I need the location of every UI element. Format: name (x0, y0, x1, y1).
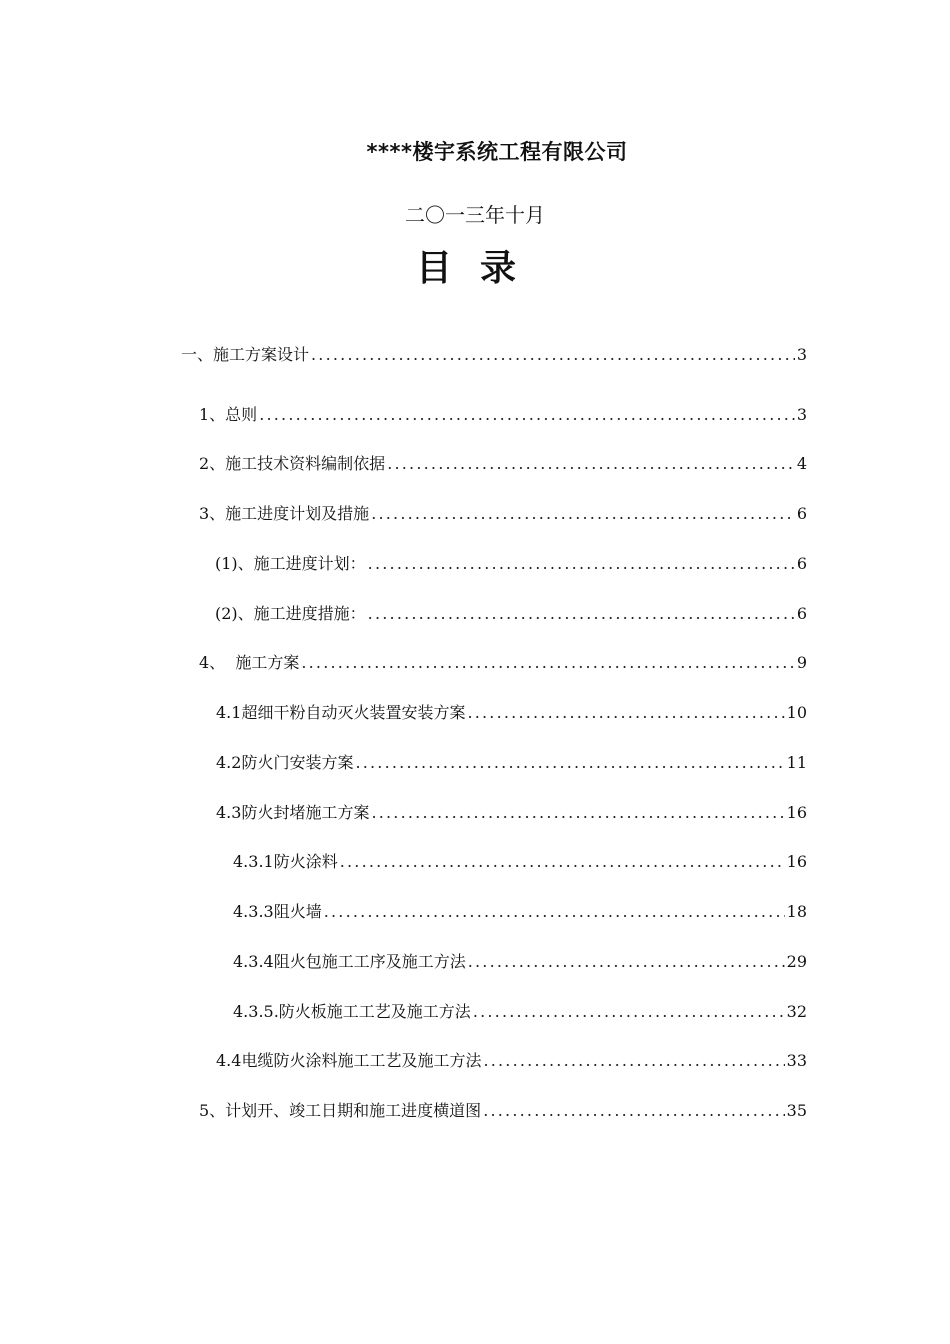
toc-entry-label: 4.3防火封堵施工方案 (216, 803, 370, 822)
toc-entry-label: 4.3.4阻火包施工工序及施工方法 (233, 952, 466, 971)
toc-leader-dots (301, 651, 794, 675)
toc-entry-label: (2)、施工进度措施： (215, 604, 366, 623)
toc-entry-page: 35 (786, 1101, 807, 1120)
toc-entry-page: 33 (786, 1051, 807, 1070)
toc-entry-page: 4 (796, 454, 807, 473)
toc-title: 目录 (415, 248, 544, 289)
toc-entry-label: 一、施工方案设计 (181, 345, 310, 364)
toc-leader-dots (311, 343, 795, 367)
toc-entry[interactable] (199, 452, 807, 476)
toc-entry-page: 3 (796, 345, 807, 364)
toc-entry-page: 18 (786, 902, 807, 921)
toc-entry-label: 4.1超细干粉自动灭火装置安装方案 (216, 703, 466, 722)
toc-entry-label: 1、总则 (199, 405, 258, 424)
toc-entry[interactable] (199, 403, 807, 427)
toc-entry-page: 16 (786, 852, 807, 871)
toc-leader-dots (387, 452, 795, 476)
toc-entry[interactable] (216, 801, 807, 825)
toc-entry-page: 9 (796, 653, 807, 672)
toc-entry-page: 29 (786, 952, 807, 971)
toc-entry[interactable] (199, 651, 807, 675)
toc-entry[interactable] (199, 502, 807, 526)
toc-entry-label: 2、施工技术资料编制依据 (199, 454, 386, 473)
toc-entry[interactable] (215, 602, 807, 626)
toc-entry-page: 11 (786, 753, 807, 772)
company-name: ****楼宇系统工程有限公司 (366, 140, 628, 164)
toc-entry-label: 4.3.5.防火板施工工艺及施工方法 (233, 1002, 471, 1021)
toc-entry-label: 4.3.3阻火墙 (233, 902, 322, 921)
toc-entry-label: 4.2防火门安装方案 (216, 753, 354, 772)
toc-leader-dots (473, 1000, 785, 1024)
toc-entry[interactable] (233, 850, 807, 874)
toc-entry-page: 3 (796, 405, 807, 424)
toc-entry[interactable] (233, 1000, 807, 1024)
toc-entry[interactable] (216, 701, 807, 725)
toc-entry[interactable] (215, 552, 807, 576)
toc-leader-dots (368, 552, 795, 576)
toc-entry-label: (1)、施工进度计划： (215, 554, 366, 573)
toc-entry-page: 6 (796, 554, 807, 573)
toc-entry-page: 32 (786, 1002, 807, 1021)
toc-entry-page: 6 (796, 504, 807, 523)
toc-leader-dots (340, 850, 785, 874)
toc-entry[interactable] (216, 1049, 807, 1073)
toc-leader-dots (483, 1099, 784, 1123)
toc-entry-page: 6 (796, 604, 807, 623)
toc-entry-label: 4.3.1防火涂料 (233, 852, 338, 871)
toc-entry-label: 4、 施工方案 (199, 653, 300, 672)
toc-entry-page: 16 (786, 803, 807, 822)
toc-entry-label: 4.4电缆防火涂料施工工艺及施工方法 (216, 1051, 482, 1070)
toc-leader-dots (483, 1049, 784, 1073)
toc-leader-dots (468, 950, 785, 974)
toc-leader-dots (355, 751, 784, 775)
toc-leader-dots (324, 900, 785, 924)
toc-entry-label: 5、计划开、竣工日期和施工进度横道图 (199, 1101, 482, 1120)
toc-entry[interactable] (233, 900, 807, 924)
document-date: 二〇一三年十月 (405, 203, 545, 227)
toc-entry[interactable] (233, 950, 807, 974)
toc-leader-dots (368, 602, 795, 626)
toc-entry-label: 3、施工进度计划及措施 (199, 504, 370, 523)
toc-leader-dots (259, 403, 795, 427)
toc-entry[interactable] (181, 343, 807, 367)
toc-entry-page: 10 (786, 703, 807, 722)
toc-entry[interactable] (216, 751, 807, 775)
toc-leader-dots (371, 801, 784, 825)
toc-leader-dots (467, 701, 784, 725)
toc-leader-dots (371, 502, 795, 526)
toc-entry[interactable] (199, 1099, 807, 1123)
